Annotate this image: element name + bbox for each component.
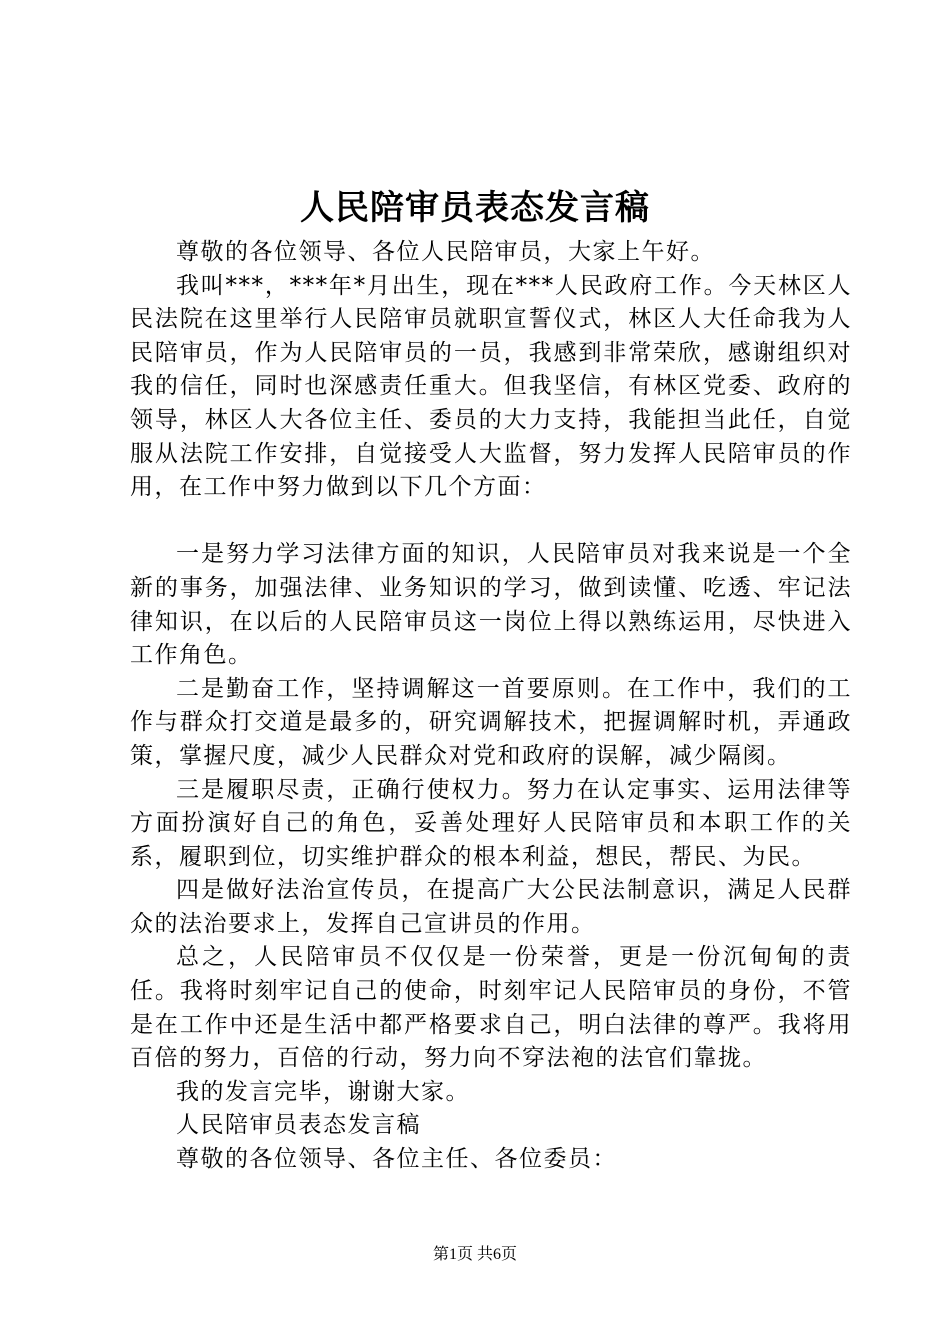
paragraph-greeting: 尊敬的各位领导、各位人民陪审员，大家上午好。 <box>176 239 715 265</box>
document-body <box>130 236 852 1177</box>
paragraph-second-greeting: 尊敬的各位领导、各位主任、各位委员： <box>176 1146 617 1173</box>
document-title: 人民陪审员表态发言稿 <box>300 188 650 228</box>
paragraph-second-title: 人民陪审员表态发言稿 <box>176 1112 421 1139</box>
paragraph-point-four: 四是做好法治宣传员，在提高广大公民法制意识，满足人民群众的法治要求上，发挥自己宣讲员的作用。 <box>130 877 852 937</box>
paragraph-closing: 我的发言完毕，谢谢大家。 <box>176 1078 470 1105</box>
paragraph-point-three: 三是履职尽责，正确行使权力。努力在认定事实、运用法律等方面扮演好自己的角色，妥善处理好人民陪审员和本职工作的关系，履职到位，切实维护群众的根本利益，想民，帮民、为民。 <box>130 776 852 870</box>
paragraph-introduction: 我叫***，***年*月出生，现在***人民政府工作。今天林区人民法院在这里举行人民陪审员就职宣誓仪式，林区人大任命我为人民陪审员，作为人民陪审员的一员，我感到非常荣欣，感谢组织对我的信任，同时也深感责任重大。但我坚信，有林区党委、政府的领导，林区人大各位主任、委员的大力支持，我能担当此任，自觉服从法院工作安排，自觉接受人大监督，努力发挥人民陪审员的作用，在工作中努力做到以下几个方面： <box>130 272 852 501</box>
page-number-footer: 第1页 共6页 <box>432 1246 517 1263</box>
paragraph-point-two: 二是勤奋工作，坚持调解这一首要原则。在工作中，我们的工作与群众打交道是最多的，研究调解技术，把握调解时机，弄通政策，掌握尺度，减少人民群众对党和政府的误解，减少隔阂。 <box>130 675 852 769</box>
paragraph-conclusion: 总之，人民陪审员不仅仅是一份荣誉，更是一份沉甸甸的责任。我将时刻牢记自己的使命，时刻牢记人民陪审员的身份，不管是在工作中还是生活中都严格要求自己，明白法律的尊严。我将用百倍的努力，百倍的行动，努力向不穿法袍的法官们靠拢。 <box>130 944 852 1072</box>
paragraph-point-one: 一是努力学习法律方面的知识，人民陪审员对我来说是一个全新的事务，加强法律、业务知识的学习，做到读懂、吃透、牢记法律知识，在以后的人民陪审员这一岗位上得以熟练运用，尽快进入工作角色。 <box>130 541 852 669</box>
